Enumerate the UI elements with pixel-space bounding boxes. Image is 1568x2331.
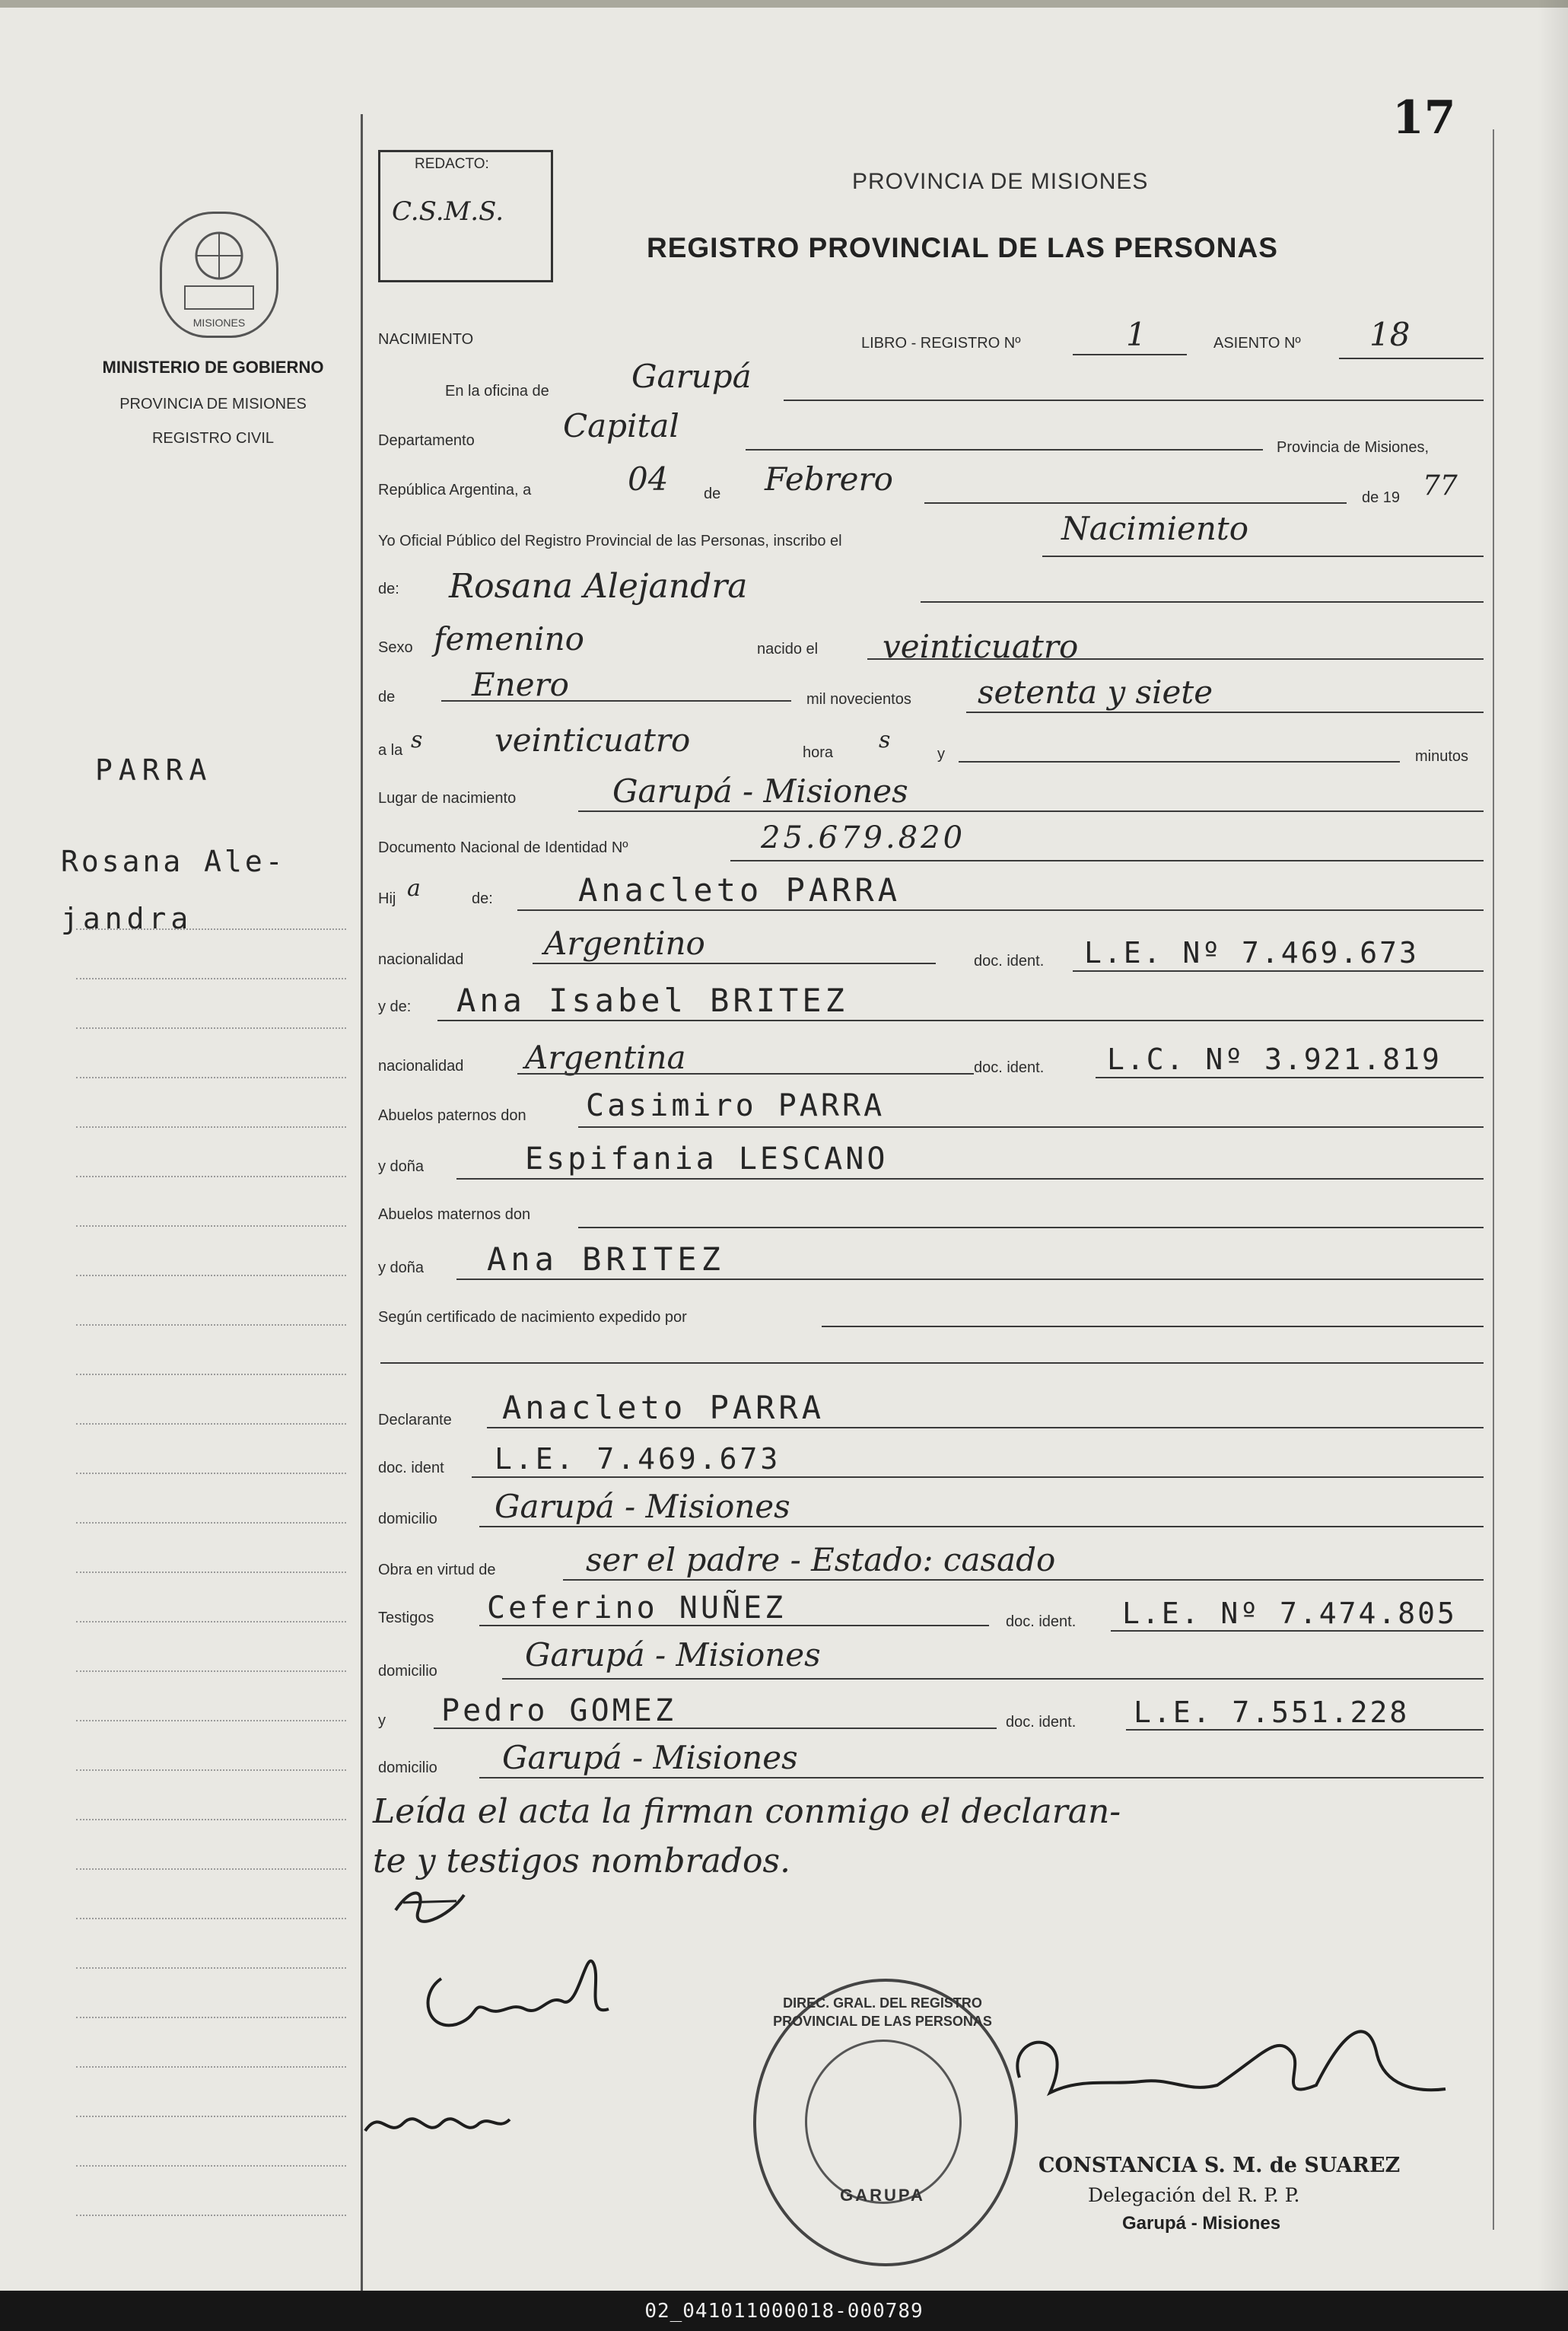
margin-ruled-line (76, 1473, 346, 1474)
closing-line-2: te y testigos nombrados. (373, 1842, 791, 1880)
maternal-dona-label: y doña (378, 1259, 425, 1276)
date-month: Febrero (765, 460, 893, 498)
margin-ruled-line (76, 1670, 346, 1672)
margin-ruled-line (76, 1077, 346, 1078)
paternal-label: Abuelos paternos don (378, 1107, 526, 1124)
year-prefix: de 19 (1362, 489, 1401, 506)
margin-ruled-line (76, 1572, 346, 1573)
minutes-label: minutos (1415, 748, 1469, 765)
name-de-label: de: (378, 581, 399, 597)
declarant-domicile: Garupá - Misiones (495, 1488, 790, 1525)
official-text: Yo Oficial Público del Registro Provincial de las Personas, inscribo el (378, 533, 842, 549)
margin-ruled-line (76, 1374, 346, 1375)
hour-value: veinticuatro (495, 721, 691, 759)
officer-signature-icon (989, 2009, 1461, 2142)
paternal-dona-label: y doña (378, 1158, 425, 1175)
witness1-doc-label: doc. ident. (1006, 1613, 1077, 1630)
margin-ruled-line (76, 1522, 346, 1524)
at-label: a la (378, 742, 403, 759)
dni-value: 25.679.820 (761, 820, 966, 855)
witness2-name: Pedro GOMEZ (441, 1693, 676, 1728)
mother-nationality-label: nacionalidad (378, 1058, 464, 1075)
birthplace-label: Lugar de nacimiento (378, 790, 517, 807)
child-suffix: a (407, 875, 421, 902)
margin-ruled-line (76, 1720, 346, 1721)
ministry-name: MINISTERIO DE GOBIERNO (102, 358, 324, 377)
born-month-value: Enero (472, 666, 569, 703)
entry-label: ASIENTO Nº (1213, 335, 1301, 352)
margin-given-name-2: jandra (61, 902, 193, 935)
mother-of-label: y de: (378, 998, 412, 1015)
redacto-label: REDACTO: (415, 156, 489, 172)
declarant-name: Anacleto PARRA (502, 1389, 825, 1426)
witness1-name: Ceferino NUÑEZ (487, 1591, 787, 1626)
father-doc: L.E. Nº 7.469.673 (1084, 936, 1419, 970)
child-of-label: de: (472, 890, 493, 907)
top-edge (0, 0, 1568, 8)
image-id-footer: 02_041011000018-000789 (0, 2292, 1568, 2331)
declarant-doc-label: doc. ident (378, 1460, 444, 1476)
record-type-label: NACIMIENTO (378, 331, 474, 348)
margin-ruled-line (76, 1769, 346, 1771)
thousand-label: mil novecientos (806, 691, 911, 708)
header-title: REGISTRO PROVINCIAL DE LAS PERSONAS (647, 232, 1278, 263)
father-nationality-label: nacionalidad (378, 951, 464, 968)
coat-of-arms-icon (160, 212, 278, 338)
province-suffix: Provincia de Misiones, (1277, 439, 1430, 456)
capacity-label: Obra en virtud de (378, 1562, 496, 1578)
maternal-label: Abuelos maternos don (378, 1206, 531, 1223)
margin-ruled-line (76, 1275, 346, 1276)
margin-ruled-line (76, 2116, 346, 2117)
declarant-label: Declarante (378, 1412, 452, 1428)
capacity-value: ser el padre - Estado: casado (586, 1541, 1056, 1578)
margin-given-name-1: Rosana Ale- (61, 845, 286, 878)
child-label: Hij (378, 890, 396, 907)
book-label: LIBRO - REGISTRO Nº (861, 335, 1021, 352)
margin-surname: PARRA (95, 753, 213, 787)
born-month-label: de (378, 689, 396, 705)
date-day: 04 (628, 460, 669, 498)
officer-name: CONSTANCIA S. M. de SUAREZ (1038, 2154, 1401, 2177)
margin-ruled-line (76, 1621, 346, 1622)
witness2-domicile: Garupá - Misiones (502, 1739, 798, 1776)
right-border (1493, 129, 1494, 2230)
sex-label: Sexo (378, 639, 413, 656)
officer-place: Garupá - Misiones (1122, 2213, 1281, 2234)
department-value: Capital (563, 407, 679, 444)
act-value: Nacimiento (1061, 510, 1249, 547)
father-doc-label: doc. ident. (974, 953, 1045, 970)
folio-number: 17 (1392, 91, 1456, 145)
dni-label: Documento Nacional de Identidad Nº (378, 839, 628, 856)
entry-number: 18 (1369, 316, 1411, 353)
year-suffix: 77 (1423, 470, 1458, 502)
redacto-value: C.S.M.S. (392, 196, 504, 227)
witness2-domicile-label: domicilio (378, 1759, 437, 1776)
witness-signature-icon (411, 1933, 639, 2059)
margin-ruled-line (76, 978, 346, 979)
office-label: En la oficina de (445, 383, 549, 400)
office-value: Garupá (631, 358, 752, 395)
witnesses-label: Testigos (378, 1610, 434, 1626)
paternal-grandmother: Espifania LESCANO (525, 1142, 889, 1177)
margin-ruled-line (76, 2215, 346, 2216)
margin-ruled-line (76, 1918, 346, 1919)
witness1-domicile: Garupá - Misiones (525, 1636, 821, 1673)
margin-ruled-line (76, 928, 346, 930)
margin-ruled-line (76, 1225, 346, 1227)
department-label: Departamento (378, 432, 475, 449)
republic-label: República Argentina, a (378, 482, 532, 498)
witness2-doc: L.E. 7.551.228 (1134, 1696, 1410, 1729)
margin-ruled-line (76, 1423, 346, 1425)
officer-office: Delegación del R. P. P. (1088, 2184, 1300, 2206)
born-day-value: veinticuatro (883, 628, 1079, 665)
certificate-label: Según certificado de nacimiento expedido por (378, 1309, 687, 1326)
witness2-signature-icon (358, 2093, 525, 2157)
hour-suffix: s (879, 727, 891, 753)
mother-nationality: Argentina (525, 1039, 686, 1076)
witness1-domicile-label: domicilio (378, 1663, 437, 1680)
mother-doc: L.C. Nº 3.921.819 (1107, 1043, 1442, 1076)
father-nationality: Argentino (544, 925, 705, 962)
paternal-grandfather: Casimiro PARRA (586, 1088, 886, 1123)
book-number: 1 (1126, 316, 1147, 353)
hour-label: hora (803, 744, 834, 761)
margin-divider (361, 114, 363, 2291)
ministry-registry: REGISTRO CIVIL (151, 430, 275, 447)
closing-line-1: Leída el acta la firman conmigo el declaran- (373, 1792, 1121, 1831)
margin-ruled-line (76, 1324, 346, 1326)
margin-ruled-line (76, 1819, 346, 1820)
declarant-doc: L.E. 7.469.673 (495, 1442, 781, 1476)
seal-text: DIREC. GRAL. DEL REGISTRO PROVINCIAL DE LAS PERSONAS (773, 1995, 992, 2029)
mother-doc-label: doc. ident. (974, 1059, 1045, 1076)
declarant-domicile-label: domicilio (378, 1511, 437, 1527)
maternal-grandmother: Ana BRITEZ (487, 1240, 725, 1278)
mother-name: Ana Isabel BRITEZ (456, 982, 848, 1019)
date-de-label: de (704, 486, 721, 502)
at-suffix: s (411, 727, 423, 753)
seal-place: GARUPA (840, 2186, 925, 2205)
ministry-province: PROVINCIA DE MISIONES (119, 396, 307, 412)
margin-ruled-line (76, 1868, 346, 1870)
margin-ruled-line (76, 1027, 346, 1029)
svg-text:MISIONES: MISIONES (192, 317, 246, 329)
witness1-doc: L.E. Nº 7.474.805 (1122, 1597, 1457, 1630)
margin-ruled-line (76, 1126, 346, 1128)
margin-ruled-line (76, 1967, 346, 1969)
and-label: y (937, 746, 945, 763)
sex-value: femenino (434, 620, 584, 658)
declarant-signature-icon (388, 1880, 479, 1929)
witness2-y-label: y (378, 1712, 386, 1729)
registrant-name: Rosana Alejandra (449, 567, 748, 606)
margin-ruled-line (76, 2017, 346, 2018)
born-year-value: setenta y siete (978, 674, 1213, 711)
witness2-doc-label: doc. ident. (1006, 1714, 1077, 1731)
margin-ruled-line (76, 2165, 346, 2167)
margin-ruled-line (76, 1176, 346, 1177)
margin-ruled-line (76, 2066, 346, 2068)
birthplace-value: Garupá - Misiones (612, 772, 908, 810)
header-province: PROVINCIA DE MISIONES (852, 169, 1149, 194)
father-name: Anacleto PARRA (578, 871, 902, 909)
born-label: nacido el (757, 641, 819, 658)
